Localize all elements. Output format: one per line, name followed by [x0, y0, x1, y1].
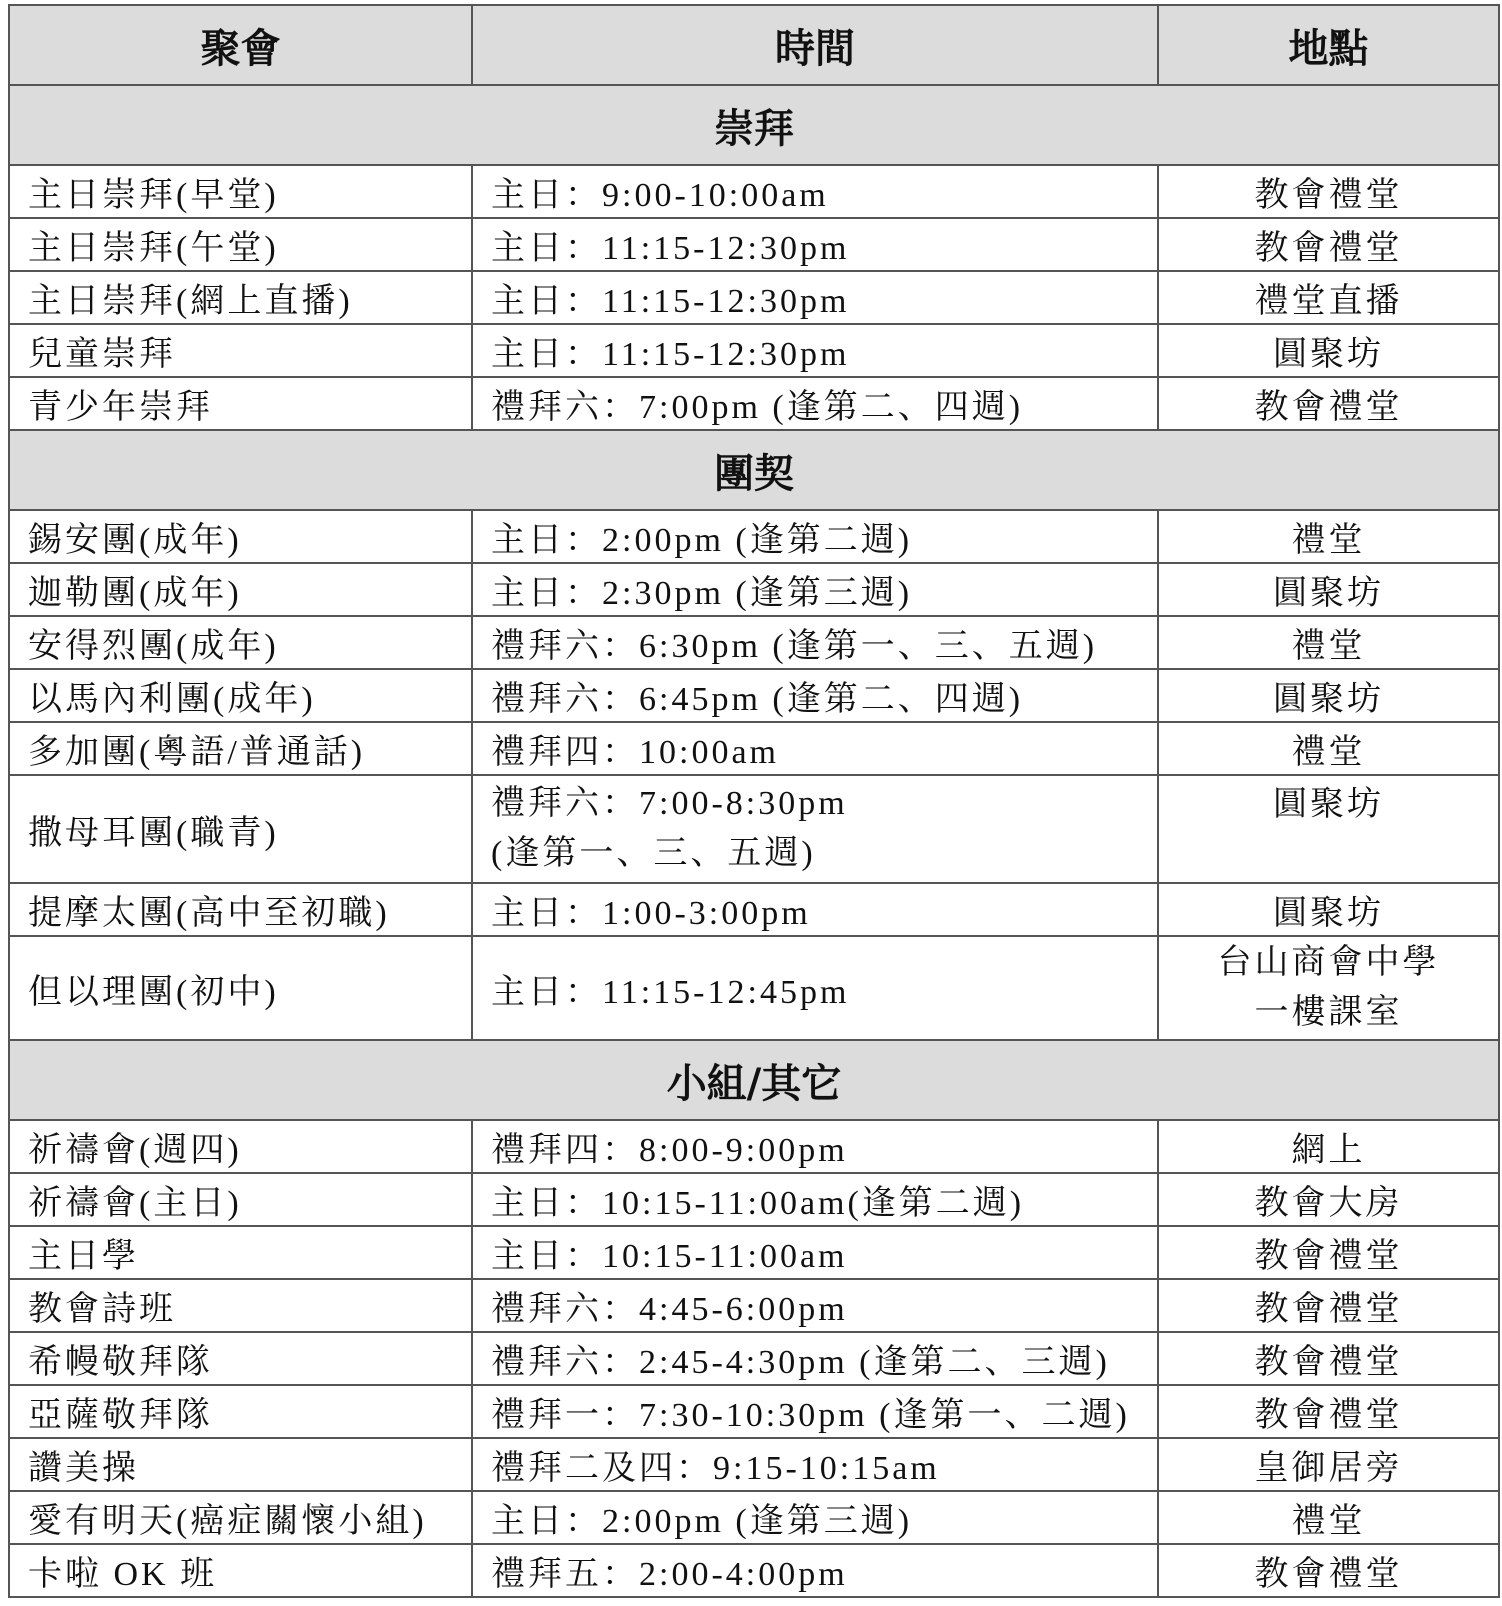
meeting-name: 安得烈團(成年) — [9, 616, 472, 669]
header-meeting: 聚會 — [9, 5, 472, 85]
meeting-name: 祈禱會(週四) — [9, 1120, 472, 1173]
meeting-location-line-2: 一樓課室 — [1254, 994, 1403, 1031]
table-row — [9, 377, 1499, 430]
meeting-time: 禮拜六：4:45-6:00pm — [472, 1279, 1158, 1332]
meeting-time: 主日：2:00pm (逢第二週) — [472, 510, 1158, 563]
meeting-time-line: 禮拜六：7:00-8:30pm — [491, 785, 848, 822]
meeting-time: 禮拜四：10:00am — [472, 722, 1158, 775]
table-row — [9, 1385, 1499, 1438]
meeting-name: 以馬內利團(成年) — [9, 669, 472, 722]
meeting-name: 主日學 — [9, 1226, 472, 1279]
meeting-time: 主日：2:30pm (逢第三週) — [472, 563, 1158, 616]
meeting-location-line: 台山商會中學 — [1217, 944, 1440, 981]
meeting-name: 教會詩班 — [9, 1279, 472, 1332]
meeting-location: 皇御居旁 — [1158, 1438, 1499, 1491]
meeting-time: 主日：10:15-11:00am — [472, 1226, 1158, 1279]
meeting-name: 主日崇拜(午堂) — [9, 218, 472, 271]
meeting-time: 主日：2:00pm (逢第三週) — [472, 1491, 1158, 1544]
meeting-location: 教會禮堂 — [1158, 218, 1499, 271]
meeting-location: 圓聚坊 — [1158, 883, 1499, 936]
meeting-time: 主日：11:15-12:45pm — [472, 936, 1158, 1040]
meeting-time: 禮拜五：2:00-4:00pm — [472, 1544, 1158, 1597]
table-row — [9, 936, 1499, 1040]
section-row — [9, 430, 1499, 510]
meeting-name: 卡啦 OK 班 — [9, 1544, 472, 1597]
meeting-location: 禮堂 — [1158, 722, 1499, 775]
meeting-time: 主日：1:00-3:00pm — [472, 883, 1158, 936]
meeting-location: 網上 — [1158, 1120, 1499, 1173]
table-row — [9, 1226, 1499, 1279]
meeting-location: 禮堂 — [1158, 510, 1499, 563]
section-title: 團契 — [9, 430, 1499, 510]
table-row — [9, 722, 1499, 775]
meeting-location: 圓聚坊 — [1158, 669, 1499, 722]
meeting-name: 祈禱會(主日) — [9, 1173, 472, 1226]
meeting-location: 教會禮堂 — [1158, 1332, 1499, 1385]
meeting-time: 禮拜四：8:00-9:00pm — [472, 1120, 1158, 1173]
meeting-name: 亞薩敬拜隊 — [9, 1385, 472, 1438]
header-location: 地點 — [1158, 5, 1499, 85]
table-row — [9, 1173, 1499, 1226]
meeting-location: 教會大房 — [1158, 1173, 1499, 1226]
table-row — [9, 324, 1499, 377]
meeting-location: 圓聚坊 — [1158, 563, 1499, 616]
meeting-time: 禮拜六：7:00pm (逢第二、四週) — [472, 377, 1158, 430]
meeting-time: 禮拜六：2:45-4:30pm (逢第二、三週) — [472, 1332, 1158, 1385]
meeting-name: 撒母耳團(職青) — [9, 775, 472, 883]
meeting-name: 提摩太團(高中至初職) — [9, 883, 472, 936]
meeting-location — [1158, 936, 1499, 1040]
meeting-time: 禮拜六：6:30pm (逢第一、三、五週) — [472, 616, 1158, 669]
header-time: 時間 — [472, 5, 1158, 85]
meeting-time: 主日：11:15-12:30pm — [472, 324, 1158, 377]
table-row — [9, 1438, 1499, 1491]
meeting-name: 兒童崇拜 — [9, 324, 472, 377]
meeting-location: 禮堂 — [1158, 1491, 1499, 1544]
section-title: 崇拜 — [9, 85, 1499, 165]
meeting-name: 主日崇拜(早堂) — [9, 165, 472, 218]
meeting-name: 迦勒團(成年) — [9, 563, 472, 616]
meeting-location: 教會禮堂 — [1158, 1279, 1499, 1332]
table-row — [9, 1120, 1499, 1173]
table-row — [9, 616, 1499, 669]
meeting-time: 主日：11:15-12:30pm — [472, 271, 1158, 324]
section-row — [9, 85, 1499, 165]
meeting-name: 讚美操 — [9, 1438, 472, 1491]
meeting-time: 主日：10:15-11:00am(逢第二週) — [472, 1173, 1158, 1226]
meeting-location: 教會禮堂 — [1158, 1544, 1499, 1597]
meeting-time: 禮拜一：7:30-10:30pm (逢第一、二週) — [472, 1385, 1158, 1438]
meeting-time: 禮拜二及四：9:15-10:15am — [472, 1438, 1158, 1491]
table-row — [9, 165, 1499, 218]
table-row — [9, 1332, 1499, 1385]
section-row — [9, 1040, 1499, 1120]
meeting-name: 錫安團(成年) — [9, 510, 472, 563]
table-row — [9, 218, 1499, 271]
meeting-name: 主日崇拜(網上直播) — [9, 271, 472, 324]
schedule-table — [8, 4, 1500, 1598]
header-row — [9, 5, 1499, 85]
table-row — [9, 1544, 1499, 1597]
meeting-location: 禮堂 — [1158, 616, 1499, 669]
meeting-location: 圓聚坊 — [1158, 324, 1499, 377]
meeting-name: 愛有明天(癌症關懷小組) — [9, 1491, 472, 1544]
section-title: 小組/其它 — [9, 1040, 1499, 1120]
meeting-location-line: 圓聚坊 — [1273, 786, 1384, 823]
meeting-location: 教會禮堂 — [1158, 165, 1499, 218]
table-row — [9, 510, 1499, 563]
table-row — [9, 563, 1499, 616]
meeting-location: 教會禮堂 — [1158, 1226, 1499, 1279]
meeting-name: 多加團(粵語/普通話) — [9, 722, 472, 775]
meeting-time-note: (逢第一、三、五週) — [491, 835, 816, 872]
table-row — [9, 1491, 1499, 1544]
meeting-location: 教會禮堂 — [1158, 377, 1499, 430]
meeting-location: 禮堂直播 — [1158, 271, 1499, 324]
meeting-location: 教會禮堂 — [1158, 1385, 1499, 1438]
meeting-time: 主日：11:15-12:30pm — [472, 218, 1158, 271]
meeting-time: 主日：9:00-10:00am — [472, 165, 1158, 218]
meeting-time: 禮拜六：6:45pm (逢第二、四週) — [472, 669, 1158, 722]
table-row — [9, 1279, 1499, 1332]
meeting-location — [1158, 775, 1499, 883]
meeting-name: 希幔敬拜隊 — [9, 1332, 472, 1385]
table-row — [9, 883, 1499, 936]
table-row — [9, 775, 1499, 883]
meeting-name: 青少年崇拜 — [9, 377, 472, 430]
table-row — [9, 271, 1499, 324]
meeting-name: 但以理團(初中) — [9, 936, 472, 1040]
table-row — [9, 669, 1499, 722]
meeting-time — [472, 775, 1158, 883]
